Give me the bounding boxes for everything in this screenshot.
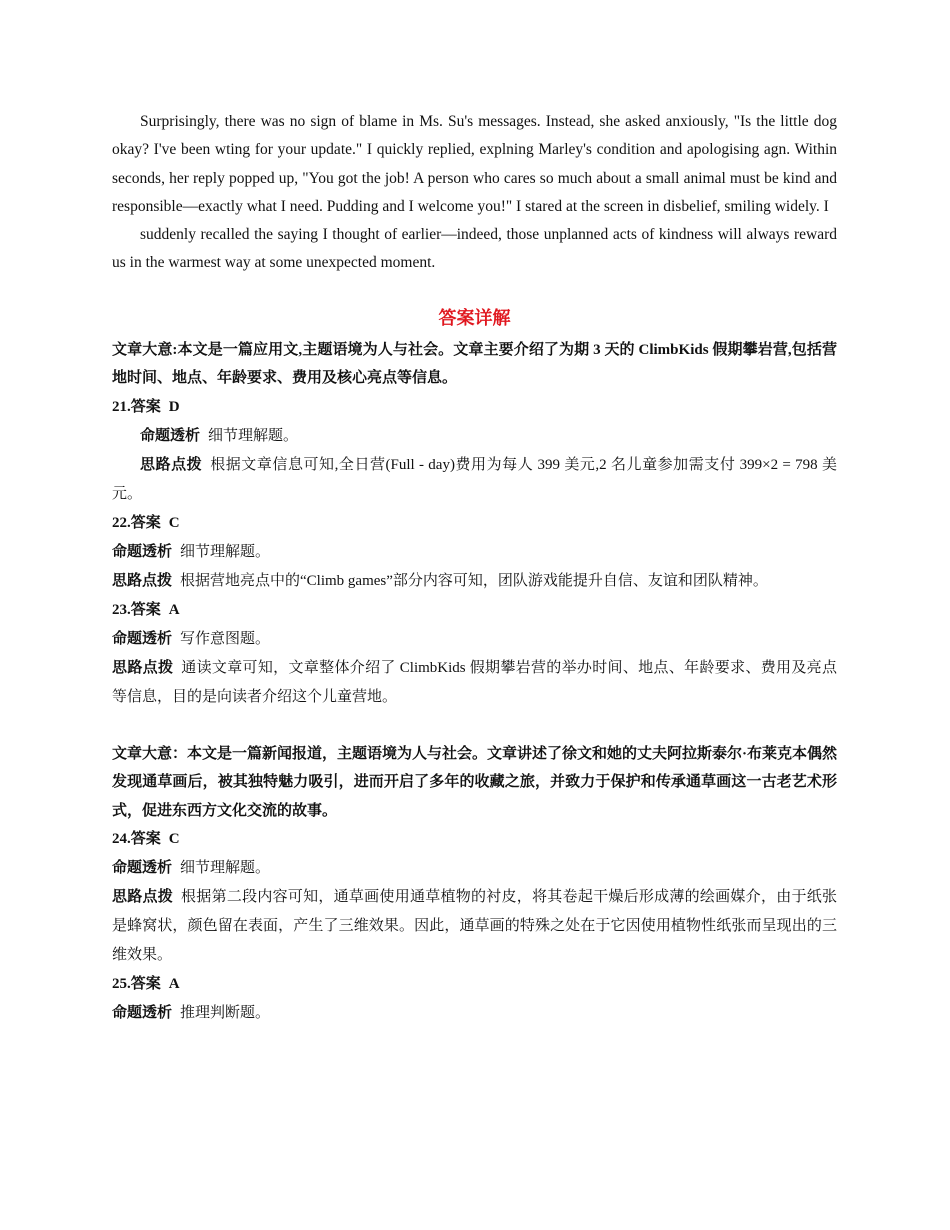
hint-label: 思路点拨 bbox=[112, 889, 174, 906]
question-number: 22. bbox=[112, 514, 131, 531]
answer-label: 答案 bbox=[130, 831, 161, 848]
analysis-text: 细节理解题。 bbox=[180, 860, 271, 877]
hint-label: 思路点拨 bbox=[140, 456, 203, 473]
analysis-21 bbox=[112, 422, 837, 451]
hint-text: 通读文章可知，文章整体介绍了 ClimbKids 假期攀岩营的举办时间、地点、年龄要求、费用及亮点等信息，目的是向读者介绍这个儿童营地。 bbox=[112, 659, 837, 705]
answer-letter: A bbox=[168, 601, 180, 618]
answer-label: 答案 bbox=[130, 398, 161, 415]
question-number: 24. bbox=[112, 831, 131, 848]
answer-section-title: 答案详解 bbox=[438, 307, 511, 329]
hint-text: 根据第二段内容可知，通草画使用通草植物的衬皮，将其卷起干燥后形成薄的绘画媒介，由于纸张是蜂窝状，颜色留在表面，产生了三维效果。因此，通草画的特殊之处在于它因使用植物性纸张而呈现出的三维效果。 bbox=[112, 889, 837, 964]
hint-23 bbox=[112, 654, 837, 712]
analysis-text: 推理判断题。 bbox=[180, 1005, 271, 1022]
answer-label: 答案 bbox=[130, 976, 161, 993]
answer-letter: D bbox=[168, 398, 180, 415]
answer-letter: A bbox=[168, 976, 180, 993]
analysis-label: 命题透析 bbox=[112, 630, 173, 647]
answer-letter: C bbox=[168, 831, 180, 848]
analysis-22 bbox=[112, 538, 837, 567]
story-excerpt bbox=[112, 108, 837, 278]
story-paragraph-2: suddenly recalled the saying I thought of earlier—indeed, those unplanned acts of kindness will always reward us in the warmest way at some unexpected moment. bbox=[112, 226, 837, 272]
analysis-text: 细节理解题。 bbox=[180, 543, 271, 560]
hint-22 bbox=[112, 567, 837, 596]
hint-21 bbox=[112, 451, 837, 509]
analysis-label: 命题透析 bbox=[112, 860, 173, 877]
passage-summary-1: 文章大意:本文是一篇应用文,主题语境为人与社会。文章主要介绍了为期 3 天的 ClimbKids 假期攀岩营,包括营地时间、地点、年龄要求、费用及核心亮点等信息。 bbox=[112, 341, 837, 387]
story-paragraph-1: Surprisingly, there was no sign of blame in Ms. Su's messages. Instead, she asked anxiously, "Is the little dog okay? I've been wting for your update." I quickly replied, explning Marley's condition and apologising agn. Within seconds, her reply popped up, "You got the job! A person who cares so much about a small animal must be kind and responsible—exactly what I need. Pudding and I welcome you!" I stared at the screen in disbelief, smiling widely. I bbox=[112, 113, 837, 215]
answer-25 bbox=[112, 970, 837, 999]
question-number: 21. bbox=[112, 398, 131, 415]
analysis-label: 命题透析 bbox=[140, 427, 201, 444]
analysis-text: 细节理解题。 bbox=[208, 427, 299, 444]
answer-letter: C bbox=[168, 514, 180, 531]
analysis-label: 命题透析 bbox=[112, 543, 173, 560]
analysis-text: 写作意图题。 bbox=[180, 630, 271, 647]
answer-21 bbox=[112, 393, 837, 422]
analysis-24 bbox=[112, 854, 837, 883]
passage-summary-2: 文章大意：本文是一篇新闻报道，主题语境为人与社会。文章讲述了徐文和她的丈夫阿拉斯泰尔·布莱克本偶然发现通草画后，被其独特魅力吸引，进而开启了多年的收藏之旅，并致力于保护和传承通草画这一古老艺术形式，促进东西方文化交流的故事。 bbox=[112, 745, 838, 819]
hint-label: 思路点拨 bbox=[112, 572, 173, 589]
question-number: 23. bbox=[112, 601, 131, 618]
answer-24 bbox=[112, 825, 837, 854]
analysis-25 bbox=[112, 999, 837, 1028]
hint-24 bbox=[112, 883, 837, 970]
hint-text: 根据营地亮点中的“Climb games”部分内容可知，团队游戏能提升自信、友谊和团队精神。 bbox=[180, 572, 768, 589]
answer-label: 答案 bbox=[130, 514, 161, 531]
answer-label: 答案 bbox=[130, 601, 161, 618]
answer-23 bbox=[112, 596, 837, 625]
hint-label: 思路点拨 bbox=[112, 659, 174, 676]
answer-22 bbox=[112, 509, 837, 538]
hint-text: 根据文章信息可知,全日营(Full - day)费用为每人 399 美元,2 名儿童参加需支付 399×2 = 798 美元。 bbox=[112, 456, 837, 502]
analysis-label: 命题透析 bbox=[112, 1005, 173, 1022]
question-number: 25. bbox=[112, 976, 131, 993]
document-page bbox=[112, 108, 837, 1028]
analysis-23 bbox=[112, 625, 837, 654]
